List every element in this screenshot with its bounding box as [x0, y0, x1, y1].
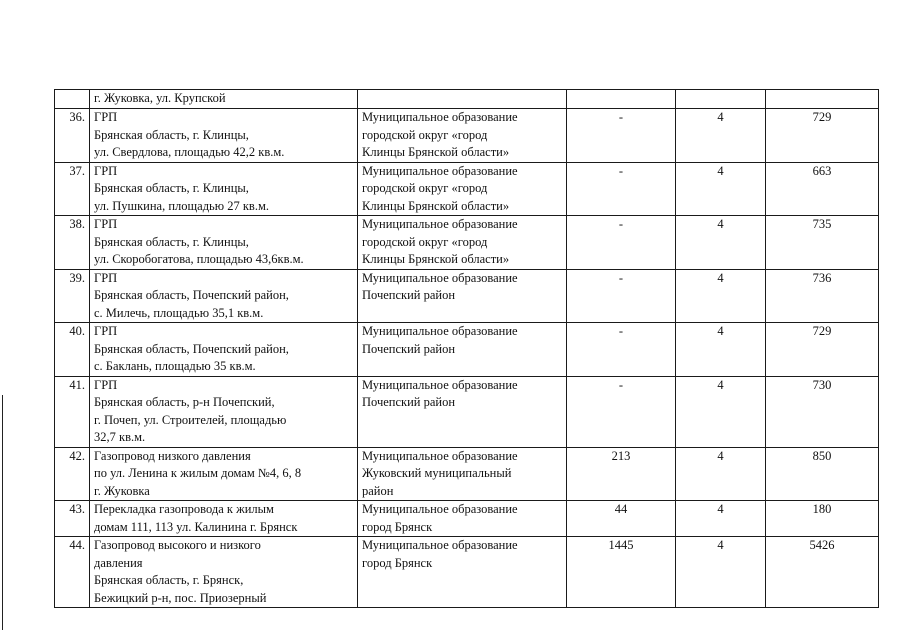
category-cell — [676, 109, 766, 163]
owner-line: Жуковский муниципальный — [362, 466, 512, 480]
object-name-line: Брянская область, Почепский район, — [94, 341, 289, 356]
table-row — [55, 323, 879, 377]
owner-line: Муниципальное образование — [362, 324, 518, 338]
object-name-cell — [90, 447, 358, 501]
category-cell — [676, 447, 766, 501]
object-name-line: Перекладка газопровода к жилым — [94, 502, 274, 516]
table-body — [55, 90, 879, 608]
object-name-line: Брянская область, р-н Почепский, — [94, 395, 275, 409]
row-number-cell — [55, 109, 90, 163]
object-name-line: давления — [94, 555, 143, 570]
object-name-line: Газопровод высокого и низкого — [94, 538, 261, 552]
owner-cell — [358, 323, 567, 377]
value-value: 663 — [812, 163, 832, 178]
owner-line: Клинцы Брянской области» — [362, 252, 510, 266]
object-name-line: домам 111, 113 ул. Калинина г. Брянск — [94, 519, 298, 534]
length-value: - — [618, 110, 624, 124]
object-name-line: г. Жуковка, ул. Крупской — [94, 91, 226, 105]
owner-line: Муниципальное образование — [362, 377, 518, 392]
length-cell — [567, 537, 676, 608]
owner-cell — [358, 376, 567, 447]
object-name-line: с. Милечь, площадью 35,1 кв.м. — [94, 305, 264, 320]
object-name-line: ул. Свердлова, площадью 42,2 кв.м. — [94, 145, 285, 159]
row-number-cell — [55, 447, 90, 501]
value-cell — [766, 447, 879, 501]
category-cell — [676, 323, 766, 377]
object-name-cell — [90, 537, 358, 608]
object-name-line: ГРП — [94, 110, 118, 124]
length-cell — [567, 269, 676, 323]
object-name-line: ГРП — [94, 377, 118, 392]
object-name-line: г. Жуковка — [94, 483, 150, 498]
owner-cell — [358, 109, 567, 163]
category-value: 4 — [717, 502, 724, 516]
category-value: 4 — [717, 110, 724, 124]
length-value: 1445 — [608, 538, 634, 552]
object-name-line: Брянская область, Почепский район, — [94, 288, 289, 302]
table-row — [55, 162, 879, 216]
row-number: 39. — [69, 270, 85, 285]
value-cell — [766, 537, 879, 608]
row-number: 43. — [69, 502, 85, 516]
row-number: 42. — [69, 448, 85, 463]
category-value: 4 — [717, 163, 724, 178]
category-value: 4 — [717, 377, 724, 392]
value-value: 735 — [812, 217, 832, 231]
object-name-cell — [90, 109, 358, 163]
value-cell — [766, 109, 879, 163]
owner-line: Муниципальное образование — [362, 538, 518, 552]
table-row — [55, 376, 879, 447]
object-name-line: по ул. Ленина к жилым домам №4, 6, 8 — [94, 466, 302, 480]
value-value: 180 — [812, 502, 832, 516]
length-value: - — [618, 324, 624, 338]
length-cell — [567, 90, 676, 109]
owner-line: Муниципальное образование — [362, 448, 518, 463]
object-name-line: ГРП — [94, 217, 118, 231]
object-name-line: ГРП — [94, 163, 118, 178]
value-value: 5426 — [809, 538, 835, 552]
object-name-cell — [90, 323, 358, 377]
owner-line: Клинцы Брянской области» — [362, 198, 510, 213]
object-name-cell — [90, 162, 358, 216]
owner-cell — [358, 501, 567, 537]
owner-line: район — [362, 483, 394, 498]
length-value: - — [618, 377, 624, 392]
category-cell — [676, 376, 766, 447]
length-value: 44 — [614, 502, 628, 516]
object-name-line: Газопровод низкого давления — [94, 448, 251, 463]
row-number-cell — [55, 376, 90, 447]
owner-line: город Брянск — [362, 519, 433, 534]
value-value: 730 — [812, 377, 832, 392]
length-cell — [567, 162, 676, 216]
table-row — [55, 216, 879, 270]
value-cell — [766, 269, 879, 323]
table-row — [55, 269, 879, 323]
length-value: 213 — [611, 448, 631, 463]
owner-line: город Брянск — [362, 555, 433, 570]
value-value: 729 — [812, 324, 832, 338]
owner-line: Клинцы Брянской области» — [362, 145, 510, 159]
category-cell — [676, 90, 766, 109]
object-name-line: ГРП — [94, 324, 118, 338]
object-name-line: Брянская область, г. Клинцы, — [94, 127, 249, 142]
category-cell — [676, 537, 766, 608]
object-name-line: с. Баклань, площадью 35 кв.м. — [94, 359, 256, 373]
category-value: 4 — [717, 270, 724, 285]
value-value: 736 — [812, 270, 832, 285]
category-cell — [676, 269, 766, 323]
length-cell — [567, 109, 676, 163]
value-cell — [766, 162, 879, 216]
object-name-cell — [90, 269, 358, 323]
category-cell — [676, 501, 766, 537]
owner-cell — [358, 216, 567, 270]
row-number-cell — [55, 90, 90, 109]
row-number: 41. — [69, 377, 85, 392]
owner-line: Почепский район — [362, 341, 456, 356]
owner-line: городской округ «город — [362, 181, 488, 195]
length-cell — [567, 323, 676, 377]
owner-line: Муниципальное образование — [362, 217, 518, 231]
owner-cell — [358, 447, 567, 501]
value-cell — [766, 501, 879, 537]
scan-margin-line — [2, 395, 3, 630]
value-cell — [766, 376, 879, 447]
row-number-cell — [55, 162, 90, 216]
table-row — [55, 447, 879, 501]
object-name-line: 32,7 кв.м. — [94, 430, 146, 444]
length-cell — [567, 216, 676, 270]
category-cell — [676, 216, 766, 270]
owner-cell — [358, 269, 567, 323]
row-number-cell — [55, 216, 90, 270]
owner-line: городской округ «город — [362, 127, 488, 142]
category-value: 4 — [717, 324, 724, 338]
owner-line: Муниципальное образование — [362, 270, 518, 285]
object-name-line: ул. Пушкина, площадью 27 кв.м. — [94, 198, 269, 213]
row-number: 37. — [69, 163, 85, 178]
length-cell — [567, 447, 676, 501]
value-cell — [766, 323, 879, 377]
value-value: 850 — [812, 448, 832, 463]
value-cell — [766, 90, 879, 109]
row-number-cell — [55, 269, 90, 323]
length-value: - — [618, 217, 624, 231]
category-value: 4 — [717, 217, 724, 231]
table-row — [55, 90, 879, 109]
object-name-line: ул. Скоробогатова, площадью 43,6кв.м. — [94, 252, 304, 266]
row-number-cell — [55, 323, 90, 377]
length-cell — [567, 501, 676, 537]
gas-assets-table — [54, 89, 879, 608]
owner-line: Почепский район — [362, 395, 456, 409]
table-row — [55, 109, 879, 163]
table-row — [55, 501, 879, 537]
category-value: 4 — [717, 538, 724, 552]
object-name-cell — [90, 376, 358, 447]
owner-line: Муниципальное образование — [362, 163, 518, 178]
owner-line: Муниципальное образование — [362, 110, 518, 124]
category-cell — [676, 162, 766, 216]
row-number: 36. — [69, 110, 85, 124]
length-value: - — [618, 270, 624, 285]
owner-cell — [358, 90, 567, 109]
table-row — [55, 537, 879, 608]
row-number-cell — [55, 501, 90, 537]
object-name-line: г. Почеп, ул. Строителей, площадью — [94, 412, 287, 427]
row-number: 40. — [69, 324, 85, 338]
length-cell — [567, 376, 676, 447]
object-name-cell — [90, 501, 358, 537]
length-value: - — [618, 163, 624, 178]
object-name-line: Брянская область, г. Клинцы, — [94, 234, 249, 249]
category-value: 4 — [717, 448, 724, 463]
value-value: 729 — [812, 110, 832, 124]
row-number: 38. — [69, 217, 85, 231]
object-name-line: Бежицкий р-н, пос. Приозерный — [94, 590, 267, 605]
owner-cell — [358, 537, 567, 608]
object-name-cell — [90, 90, 358, 109]
object-name-cell — [90, 216, 358, 270]
owner-line: городской округ «город — [362, 234, 488, 249]
row-number: 44. — [69, 538, 85, 552]
owner-line: Почепский район — [362, 288, 456, 302]
owner-cell — [358, 162, 567, 216]
object-name-line: Брянская область, г. Брянск, — [94, 573, 244, 587]
owner-line: Муниципальное образование — [362, 502, 518, 516]
value-cell — [766, 216, 879, 270]
object-name-line: Брянская область, г. Клинцы, — [94, 181, 249, 195]
object-name-line: ГРП — [94, 270, 118, 285]
row-number-cell — [55, 537, 90, 608]
